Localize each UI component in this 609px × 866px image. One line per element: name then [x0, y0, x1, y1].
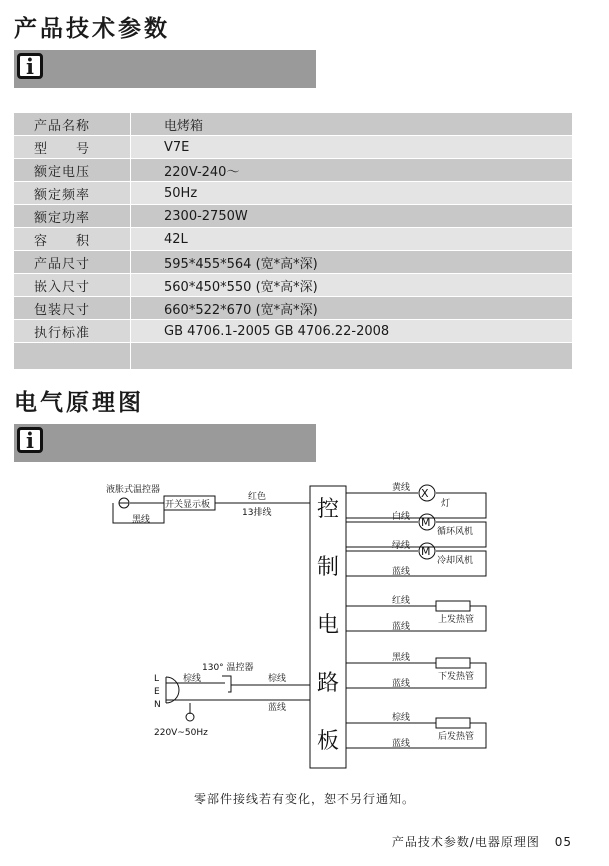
spec-row: [14, 228, 572, 251]
info-banner-2: [14, 424, 316, 462]
spec-label: 嵌入尺寸: [14, 274, 131, 297]
board-char-3: 电: [316, 613, 340, 638]
spec-row: [14, 274, 572, 297]
spec-label: 产品尺寸: [14, 251, 131, 274]
component-label: 后发热管: [438, 732, 475, 742]
component-label: 下发热管: [438, 672, 475, 682]
wire-label: 绿线: [392, 541, 411, 551]
temp130-label: 130° 温控器: [202, 663, 254, 673]
supply-label: 220V~50Hz: [154, 728, 208, 738]
info-icon: i: [17, 53, 43, 79]
spec-value: 电烤箱: [131, 113, 573, 136]
spec-value: V7E: [131, 136, 573, 159]
spec-label: 包装尺寸: [14, 297, 131, 320]
plug-l: L: [154, 674, 160, 684]
wire-black-left: 黑线: [132, 515, 151, 525]
spec-row: [14, 182, 572, 205]
spec-row: [14, 251, 572, 274]
spec-row: [14, 136, 572, 159]
wiring-diagram: [0, 470, 609, 780]
spec-value: [131, 343, 573, 370]
spec-value: 560*450*550 (宽*高*深): [131, 274, 573, 297]
spec-label: 执行标准: [14, 320, 131, 343]
spec-row: [14, 113, 572, 136]
motor-icon: M: [421, 545, 431, 558]
spec-value: 50Hz: [131, 182, 573, 205]
component-label: 循环风机: [437, 527, 474, 537]
spec-label: 额定功率: [14, 205, 131, 228]
spec-value: GB 4706.1-2005 GB 4706.22-2008: [131, 320, 573, 343]
wire-label: 黑线: [392, 653, 411, 663]
spec-row: [14, 320, 572, 343]
spec-row: [14, 205, 572, 228]
board-char-4: 路: [316, 671, 340, 696]
wire-label: 白线: [392, 512, 411, 522]
spec-value: 42L: [131, 228, 573, 251]
wire-red-label: 红色: [248, 492, 267, 502]
board-char-2: 制: [316, 555, 340, 580]
plug-e: E: [154, 687, 160, 697]
spec-row: [14, 297, 572, 320]
spec-value: 2300-2750W: [131, 205, 573, 228]
board-char-1: 控: [316, 497, 340, 522]
spec-label: [14, 343, 131, 370]
wire-blue: 蓝线: [268, 703, 287, 713]
thermostat-label: 液胀式温控器: [106, 485, 161, 495]
wire-13-label: 13排线: [242, 508, 272, 518]
footer: [392, 833, 572, 850]
spec-value: 660*522*670 (宽*高*深): [131, 297, 573, 320]
section-title-diagram: 电气原理图: [14, 390, 144, 416]
page-number: 05: [554, 835, 572, 849]
spec-value: 595*455*564 (宽*高*深): [131, 251, 573, 274]
spec-row: [14, 159, 572, 182]
change-notice: 零部件接线若有变化，恕不另行通知。: [193, 792, 415, 806]
spec-label: 产品名称: [14, 113, 131, 136]
footer-text: 产品技术参数/电器原理图: [391, 835, 540, 849]
spec-value: 220V-240～: [131, 159, 573, 182]
info-banner: [14, 50, 316, 88]
wire-label: 黄线: [392, 483, 411, 493]
wire-label: 蓝线: [392, 567, 411, 577]
board-char-5: 板: [316, 729, 340, 754]
switch-board-label: 开关显示板: [165, 500, 211, 510]
wire-label: 红线: [392, 596, 411, 606]
spec-label: 额定频率: [14, 182, 131, 205]
info-icon-2: i: [17, 427, 43, 453]
component-label: 冷却风机: [437, 556, 474, 566]
wire-label: 棕线: [392, 713, 411, 723]
wire-brown-2: 棕线: [268, 674, 287, 684]
motor-icon: M: [421, 516, 431, 529]
wire-label: 蓝线: [392, 679, 411, 689]
spec-row: [14, 343, 572, 370]
wire-label: 蓝线: [392, 739, 411, 749]
spec-table: [14, 112, 572, 369]
component-label: 上发热管: [438, 615, 475, 625]
wire-brown-1: 棕线: [183, 674, 202, 684]
wire-label: 蓝线: [392, 622, 411, 632]
lamp-icon: X: [421, 487, 429, 500]
plug-n: N: [154, 700, 161, 710]
component-label: 灯: [441, 499, 451, 509]
spec-label: 容 积: [14, 228, 131, 251]
page-title: 产品技术参数: [14, 16, 170, 42]
spec-label: 额定电压: [14, 159, 131, 182]
spec-label: 型 号: [14, 136, 131, 159]
